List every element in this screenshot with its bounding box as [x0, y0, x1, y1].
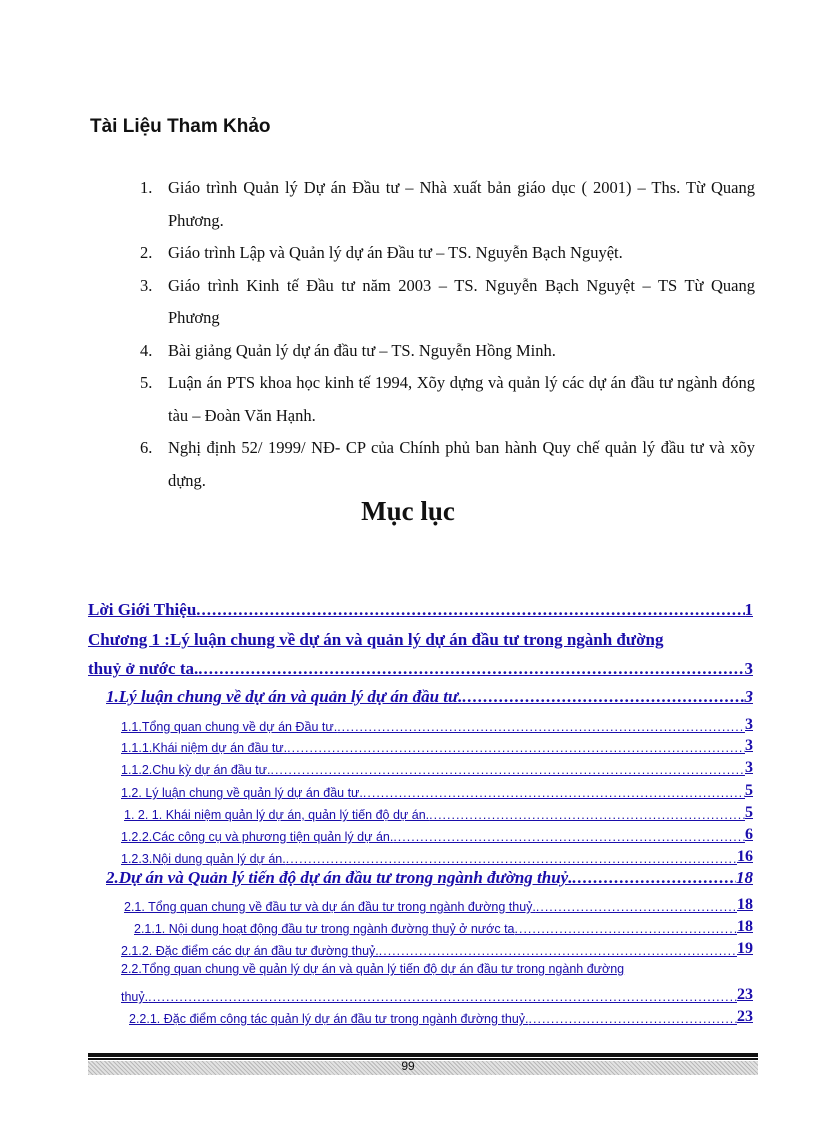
toc-entry-section-1[interactable]: 1.Lý luận chung về dự án và quản lý dự án đầu tư. ..... 3 — [106, 687, 753, 707]
toc-entry-1-1-1[interactable]: 1.1.1.Khái niệm dự án đầu tư. ..... 3 — [121, 737, 753, 755]
toc-entry-section-2[interactable]: 2.Dự án và Quản lý tiến độ dự án đầu tư trong ngành đường thuỷ. ..... 18 — [106, 868, 753, 888]
toc-entry-1-2[interactable]: 1.2. Lý luận chung về quản lý dự án đầu tư. ..... 5 — [121, 782, 753, 800]
toc-entry-2-1-2[interactable]: 2.1.2. Đặc điểm các dự án đầu tư đường thuỷ. ..... 19 — [121, 940, 753, 958]
toc-entry-2-2[interactable]: thuỷ. ..... 23 — [121, 986, 753, 1004]
toc-title: Mục lục — [361, 496, 455, 526]
page-number: 99 — [401, 1059, 415, 1073]
reference-item — [140, 172, 755, 237]
footer-rule — [88, 1053, 758, 1057]
reference-text: Giáo trình Quản lý Dự án Đầu tư – Nhà xuất bản giáo dục ( 2001) – Ths. Từ Quang Phương. — [168, 178, 755, 230]
references-title: Tài Liệu Tham Khảo — [90, 116, 271, 137]
toc-entry-2-1[interactable]: 2.1. Tổng quan chung về đầu tư và dự án đầu tư trong ngành đường thuỷ. ..... 18 — [124, 896, 753, 914]
toc-entry-1-2-3[interactable]: 1.2.3.Nội dung quản lý dự án. ..... 16 — [121, 848, 753, 866]
reference-number: 4. — [140, 340, 153, 360]
toc-entry-1-1-2[interactable]: 1.1.2.Chu kỳ dự án đầu tư. ..... 3 — [121, 759, 753, 777]
reference-text: Bài giảng Quản lý dự án đầu tư – TS. Nguyễn Hồng Minh. — [168, 340, 556, 360]
reference-number: 2. — [140, 243, 153, 262]
toc-entry-chapter-1[interactable]: thuỷ ở nước ta. ..... 3 — [88, 659, 753, 679]
toc-entry-1-2-1[interactable]: 1. 2. 1. Khái niệm quản lý dự án, quản lý tiến độ dự án. ..... 5 — [124, 804, 753, 822]
toc-entry-2-1-1[interactable]: 2.1.1. Nội dung hoạt động đầu tư trong ngành đường thuỷ ở nước ta ..... 18 — [134, 918, 753, 936]
toc-entry-1-2-2[interactable]: 1.2.2.Các công cụ và phương tiện quản lý dự án. ..... 6 — [121, 826, 753, 844]
reference-number: 1. — [140, 178, 153, 197]
reference-item — [140, 237, 755, 270]
reference-text: Giáo trình Kinh tế Đầu tư năm 2003 – TS. Nguyễn Bạch Nguyệt – TS Từ Quang Phương — [168, 275, 755, 327]
reference-item — [140, 432, 755, 497]
toc-entry-2-2-1[interactable]: 2.2.1. Đặc điểm công tác quản lý dự án đầu tư trong ngành đường thuỷ. ..... 23 — [129, 1008, 753, 1026]
reference-number: 3. — [140, 275, 153, 295]
reference-text: Nghị định 52/ 1999/ NĐ- CP của Chính phủ ban hành Quy chế quản lý đầu tư và xõy dựng. — [168, 438, 755, 490]
reference-number: 5. — [140, 373, 153, 392]
reference-item — [140, 270, 755, 335]
reference-text: Luận án PTS khoa học kinh tế 1994, Xõy dựng và quản lý các dự án đầu tư ngành đóng tàu – Đoàn Văn Hạnh. — [168, 373, 755, 425]
toc-entry-chapter-1-line1[interactable]: Chương 1 :Lý luận chung về dự án và quản lý dự án đầu tư trong ngành đường — [88, 630, 664, 649]
reference-item — [140, 367, 755, 432]
toc-entry-intro[interactable]: Lời Giới Thiệu ..... 1 — [88, 600, 753, 620]
reference-item — [140, 335, 755, 368]
reference-number: 6. — [140, 438, 153, 457]
references-list — [140, 172, 755, 497]
reference-text: Giáo trình Lập và Quản lý dự án Đầu tư – TS. Nguyễn Bạch Nguyệt. — [168, 243, 623, 262]
toc-entry-1-1[interactable]: 1.1.Tổng quan chung về dự án Đầu tư. ..... 3 — [121, 716, 753, 734]
toc-entry-2-2-line1[interactable]: 2.2.Tổng quan chung về quản lý dự án và quản lý tiến độ dự án đầu tư trong ngành đường — [121, 962, 625, 976]
